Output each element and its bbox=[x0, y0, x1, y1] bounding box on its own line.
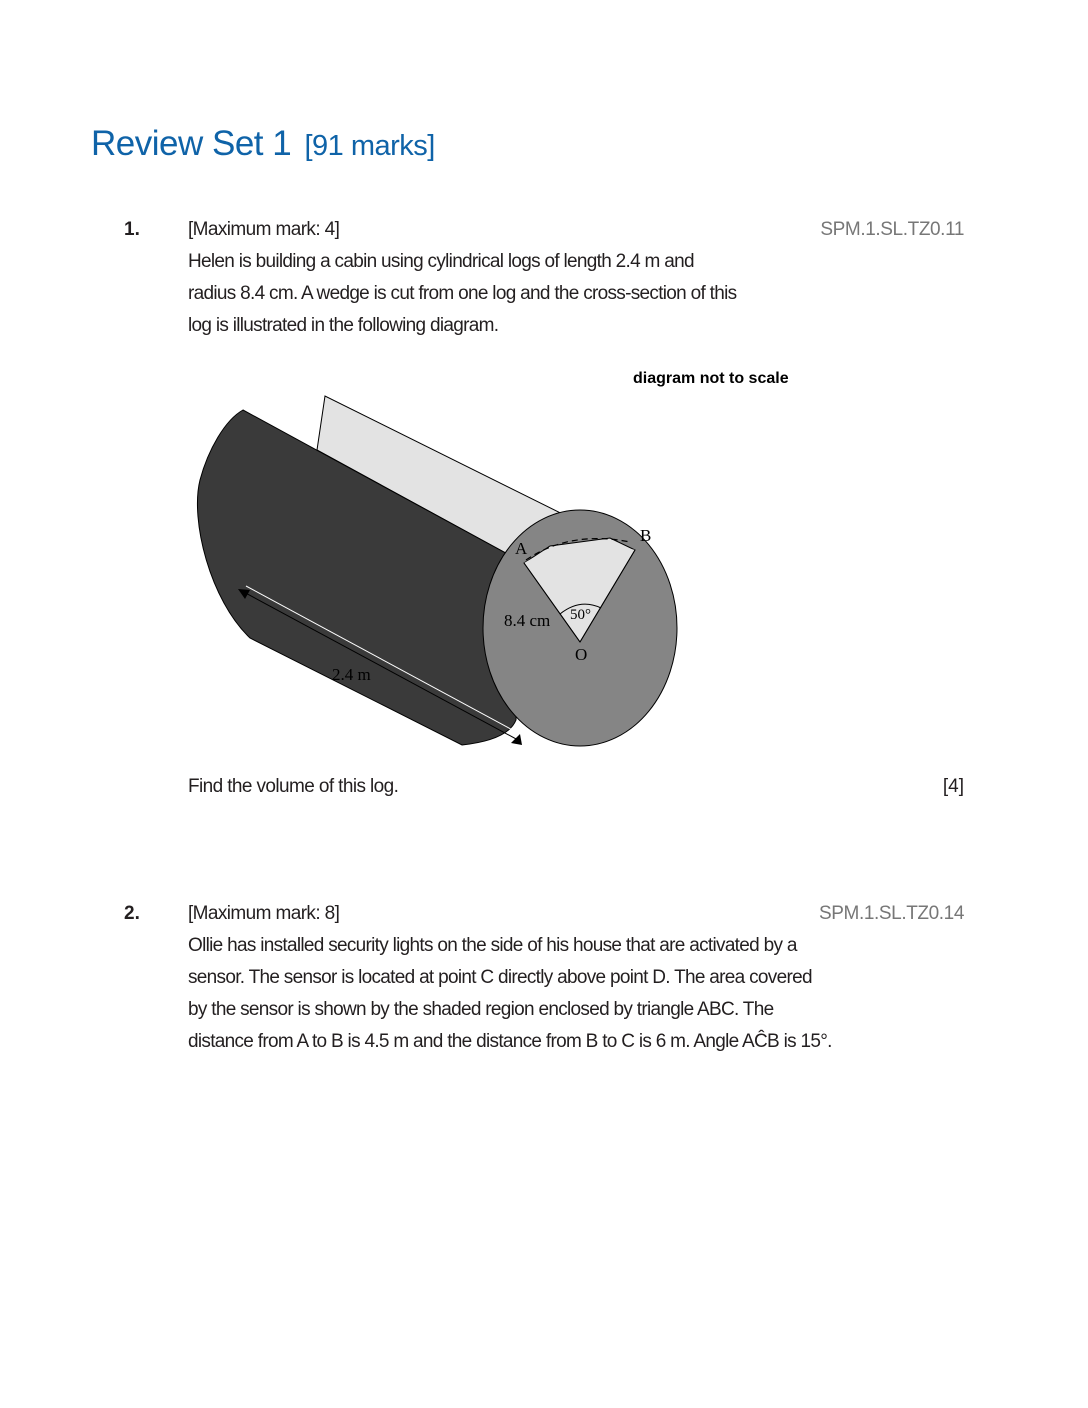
question-text bbox=[188, 246, 736, 342]
question-text-line: log is illustrated in the following diagram. bbox=[188, 315, 499, 336]
page-title bbox=[91, 124, 435, 164]
point-o-label: O bbox=[575, 645, 588, 664]
diagram-note: diagram not to scale bbox=[633, 370, 789, 387]
point-b-label: B bbox=[640, 526, 652, 545]
question-number: 2. bbox=[124, 903, 140, 924]
length-label: 2.4 m bbox=[332, 665, 371, 684]
arrowhead-right bbox=[511, 734, 522, 745]
radius-label: 8.4 cm bbox=[504, 611, 551, 630]
question-text-line: distance from A to B is 4.5 m and the distance from B to C is 6 m. Angle AĈB is 15°. bbox=[188, 1031, 832, 1052]
maximum-mark: [Maximum mark: 8] bbox=[188, 903, 340, 924]
prompt-marks: [4] bbox=[942, 776, 964, 797]
question-text-line: by the sensor is shown by the shaded region enclosed by triangle ABC. The bbox=[188, 999, 774, 1020]
question-text-line: radius 8.4 cm. A wedge is cut from one log and the cross-section of this bbox=[188, 283, 737, 304]
question-text bbox=[188, 930, 832, 1058]
total-marks: [91 marks] bbox=[304, 130, 435, 162]
maximum-mark: [Maximum mark: 4] bbox=[188, 219, 340, 240]
log-diagram bbox=[190, 360, 820, 760]
question-prompt: Find the volume of this log. bbox=[188, 776, 399, 797]
angle-label: 50° bbox=[570, 607, 591, 623]
question-text-line: Helen is building a cabin using cylindrical logs of length 2.4 m and bbox=[188, 251, 694, 272]
point-a-label: A bbox=[515, 539, 528, 558]
question-number: 1. bbox=[124, 219, 140, 240]
question-code: SPM.1.SL.TZ0.14 bbox=[818, 903, 964, 924]
question-code: SPM.1.SL.TZ0.11 bbox=[820, 219, 964, 240]
question-text-line: sensor. The sensor is located at point C directly above point D. The area covered bbox=[188, 967, 812, 988]
question-text-line: Ollie has installed security lights on the side of his house that are activated by a bbox=[188, 935, 797, 956]
review-set-title: Review Set 1 bbox=[91, 124, 292, 163]
